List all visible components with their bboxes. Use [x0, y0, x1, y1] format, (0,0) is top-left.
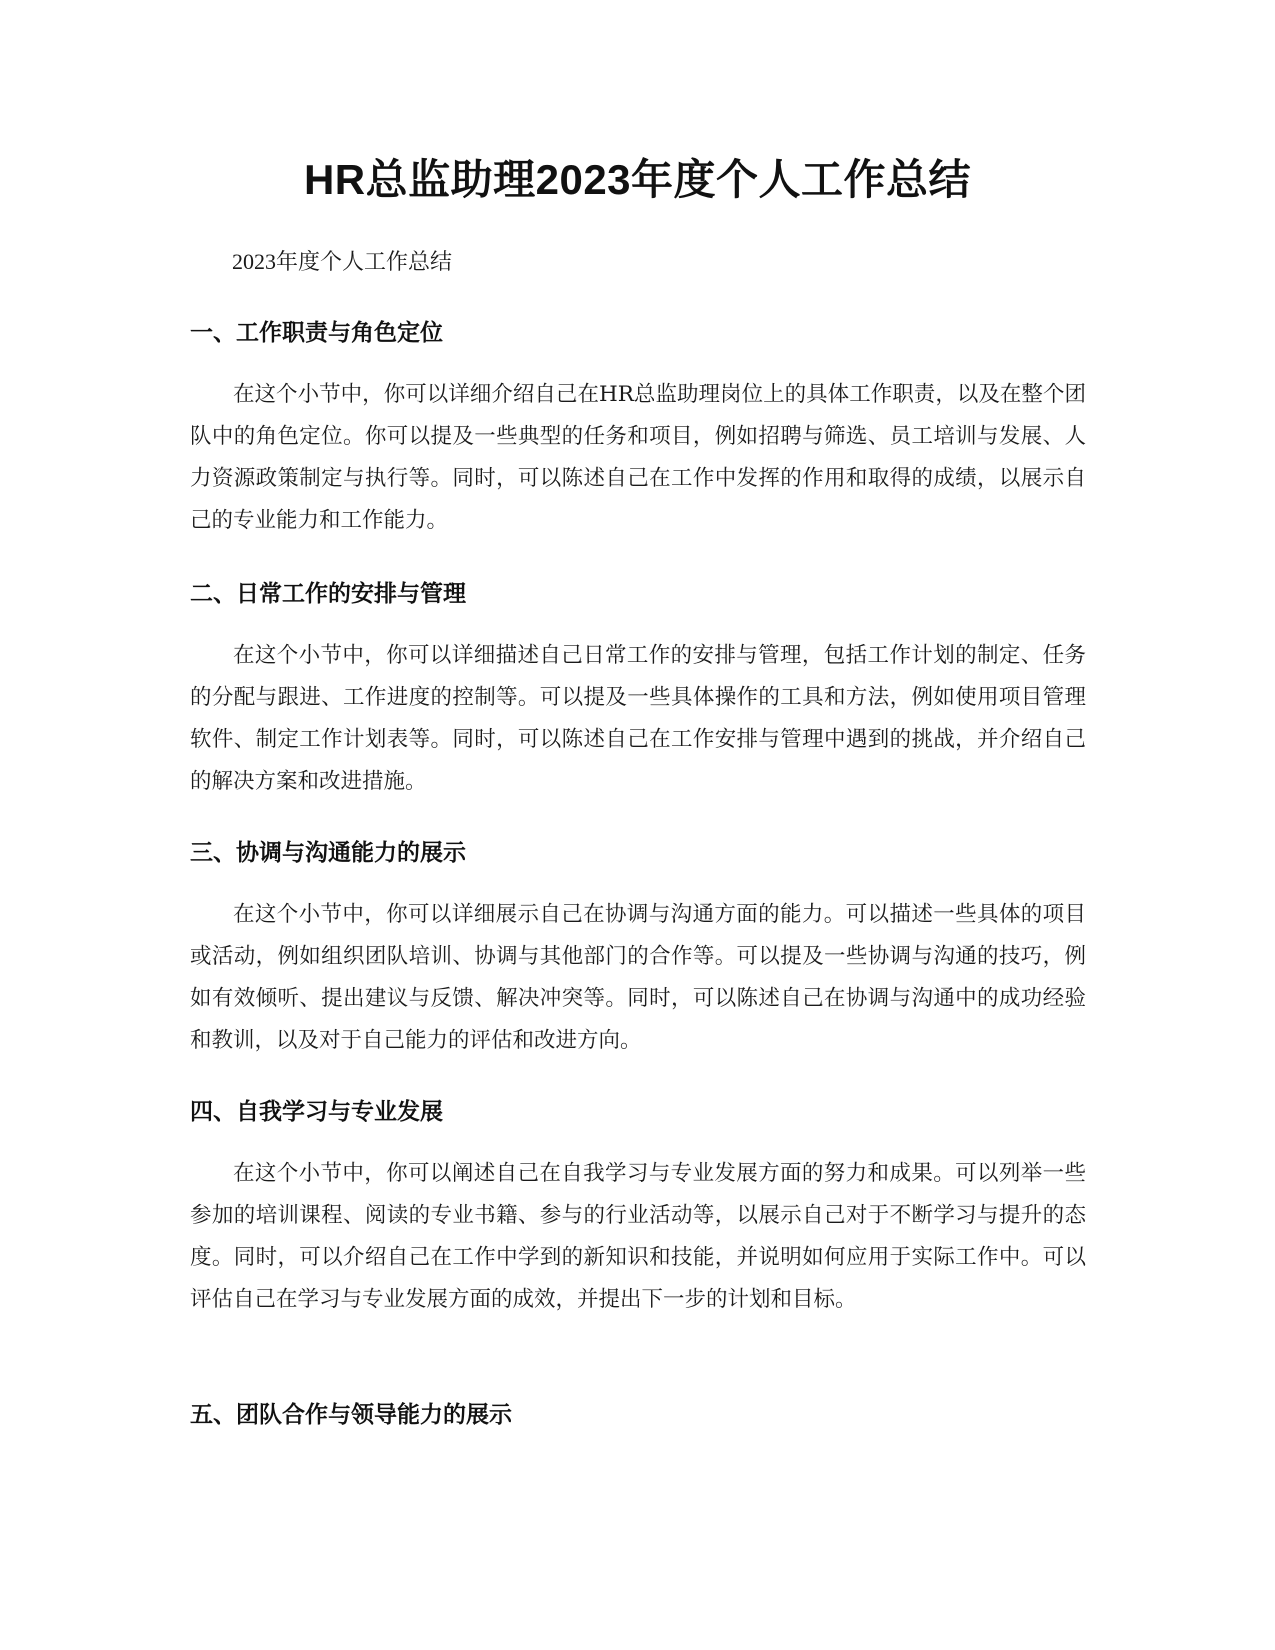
- section-heading-2: 二、日常工作的安排与管理: [190, 581, 466, 607]
- section-body-1: 在这个小节中，你可以详细介绍自己在HR总监助理岗位上的具体工作职责，以及在整个团队中的角色定位。你可以提及一些典型的任务和项目，例如招聘与筛选、员工培训与发展、人力资源政策制定与执行等。同时，可以陈述自己在工作中发挥的作用和取得的成绩，以展示自己的专业能力和工作能力。: [190, 382, 1086, 533]
- section-heading-3: 三、协调与沟通能力的展示: [190, 840, 466, 866]
- section-body-4: 在这个小节中，你可以阐述自己在自我学习与专业发展方面的努力和成果。可以列举一些参加的培训课程、阅读的专业书籍、参与的行业活动等，以展示自己对于不断学习与提升的态度。同时，可以介绍自己在工作中学到的新知识和技能，并说明如何应用于实际工作中。可以评估自己在学习与专业发展方面的成效，并提出下一步的计划和目标。: [190, 1161, 1086, 1312]
- document-title: HR总监助理2023年度个人工作总结: [303, 156, 972, 203]
- section-heading-1: 一、工作职责与角色定位: [190, 320, 443, 346]
- section-body-2: 在这个小节中，你可以详细描述自己日常工作的安排与管理，包括工作计划的制定、任务的分配与跟进、工作进度的控制等。可以提及一些具体操作的工具和方法，例如使用项目管理软件、制定工作计划表等。同时，可以陈述自己在工作安排与管理中遇到的挑战，并介绍自己的解决方案和改进措施。: [190, 643, 1086, 794]
- section-heading-4: 四、自我学习与专业发展: [190, 1099, 443, 1125]
- section-body-3: 在这个小节中，你可以详细展示自己在协调与沟通方面的能力。可以描述一些具体的项目或活动，例如组织团队培训、协调与其他部门的合作等。可以提及一些协调与沟通的技巧，例如有效倾听、提出建议与反馈、解决冲突等。同时，可以陈述自己在协调与沟通中的成功经验和教训，以及对于自己能力的评估和改进方向。: [190, 902, 1086, 1053]
- section-heading-5: 五、团队合作与领导能力的展示: [190, 1402, 512, 1428]
- document-subtitle: 2023年度个人工作总结: [232, 249, 453, 274]
